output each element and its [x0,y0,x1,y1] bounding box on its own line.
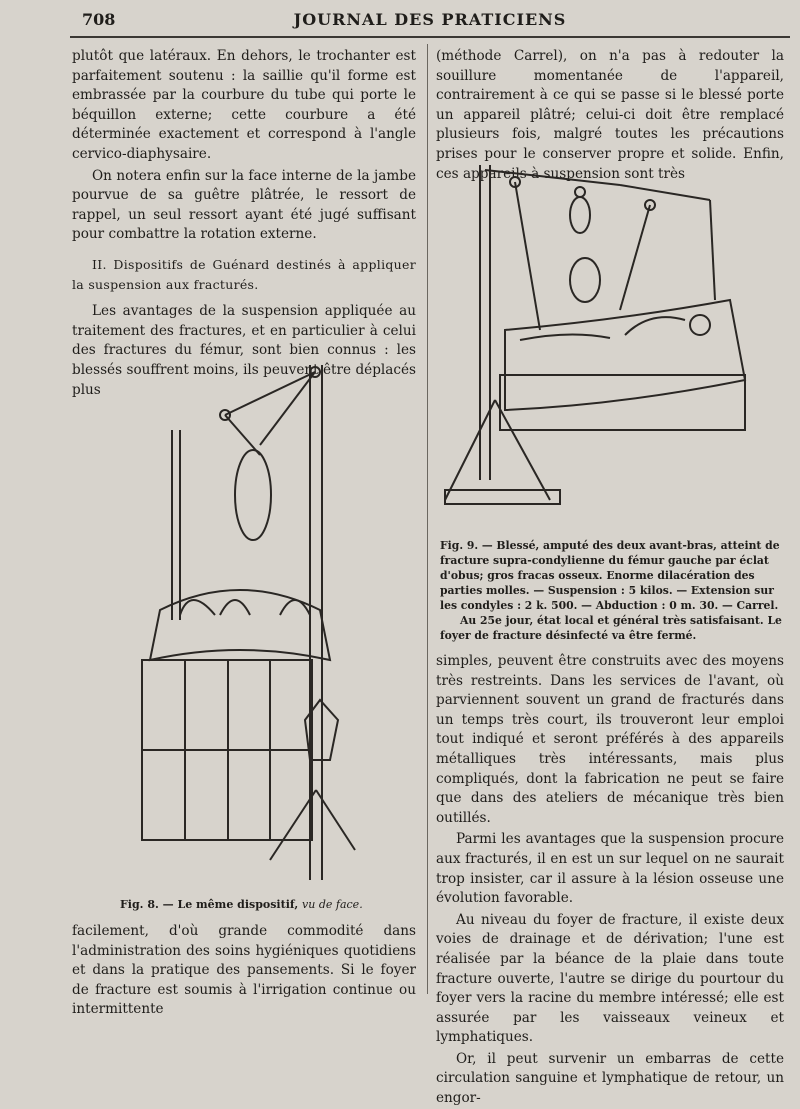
right-column-bottom [436,652,784,1109]
left-paragraph-3: Les avantages de la suspension appliquée au traitement des fractures, et en particulier à celui des fractures du fémur, sont bien connus : les blessés souffrent moins, ils peuvent être déplacés plus [72,303,416,398]
figure-9-caption [440,538,784,643]
figure-8-caption-label: Fig. 8. — Le même dispositif, [120,898,299,911]
right-paragraph-2: simples, peuvent être construits avec des moyens très restreints. Dans les services de l'avant, où parviennent souvent un grand de fracturés dans un temps très court, ils trouveront leur emploi tout indiqué et seront préférés à des appareils métalliques très intéressants, mais plus compliqués, dont la fabrication ne peut se faire que dans des ateliers de mécanique très bien outillés. [436,653,784,826]
figure-8-illustration [120,360,370,890]
journal-title: JOURNAL DES PRATICIENS [293,10,567,29]
left-column-top [72,47,416,400]
figure-9-caption-text: Fig. 9. — Blessé, amputé des deux avant-bras, atteint de fracture supra-condylienne du fémur gauche par éclat d'obus; gros fracas osseux. Enorme dilacération des parties molles. — Suspension : 5 kilos. — Extension sur les condyles : 2 k. 500. — Abduction : 0 m. 30. — Carrel. [440,539,780,612]
figure-9-caption-note: Au 25e jour, état local et général très satisfaisant. Le foyer de fracture désinfecté va être fermé. [440,614,782,642]
figure-8-caption [120,897,380,912]
left-paragraph-4: facilement, d'où grande commodité dans l'administration des soins hygiéniques quotidiens et dans la pratique des pansements. Si le foyer de fracture est soumis à l'irrigation continue ou intermittente [72,923,416,1018]
header-rule [70,36,790,38]
right-paragraph-3: Parmi les avantages que la suspension procure aux fracturés, il en est un sur lequel on ne saurait trop insister, car il assure à la lésion osseuse une évolution favorable. [436,831,784,907]
right-paragraph-4: Au niveau du foyer de fracture, il existe deux voies de drainage et de dérivation; l'une est réalisée par la béance de la plaie dans toute fracture ouverte, l'autre se dirige du pourtour du foyer vers la racine du membre intéressé; elle est assurée par les vaisseaux veineux et lymphatiques. [436,911,784,1046]
figure-8-caption-italic: vu de face. [302,898,363,911]
column-divider [427,44,428,994]
left-paragraph-1: plutôt que latéraux. En dehors, le trochanter est parfaitement soutenu : la saillie qu'il forme est embrassée par la courbure du tube qui porte le béquillon externe; cette courbure a été déterminée exactement et correspond à l'angle cervico-diaphysaire. [72,48,416,162]
section-heading: II. Dispositifs de Guénard destinés à appliquer la suspension aux fracturés. [72,256,416,292]
right-paragraph-1: (méthode Carrel), on n'a pas à redouter la souillure momentanée de l'appareil, contrairement à ce qui se passe si le blessé porte un appareil plâtré; celui-ci doit être remplacé plusieurs fois, malgré toutes les précautions prises pour le conserver propre et solide. Enfin, ces appareils à suspension sont très [436,48,784,182]
figure-9-illustration [440,160,785,530]
right-paragraph-5: Or, il peut survenir un embarras de cette circulation sanguine et lymphatique de retour, un engor- [436,1050,784,1107]
page-header [70,10,790,34]
page-number: 708 [82,10,116,29]
left-column-bottom [72,922,416,1020]
left-paragraph-2: On notera enfin sur la face interne de la jambe pourvue de sa guêtre plâtrée, le ressort de rappel, un seul ressort ayant été jugé suffisant pour combattre la rotation externe. [72,167,416,243]
